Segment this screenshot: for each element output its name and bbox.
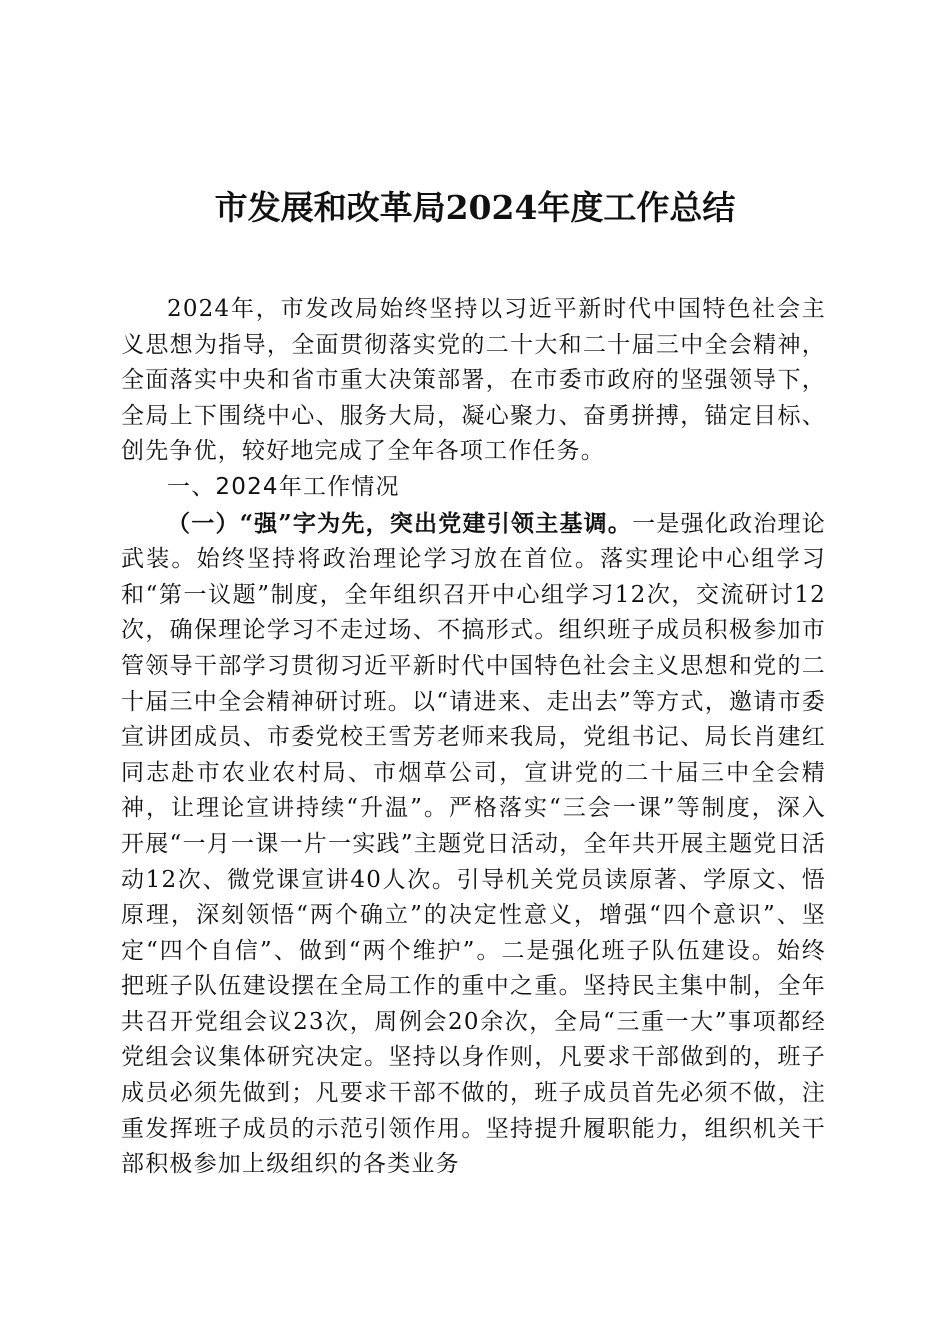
intro-paragraph: 2024年，市发改局始终坚持以习近平新时代中国特色社会主义思想为指导，全面贯彻落实党的二十大和二十届三中全会精神，全面落实中央和省市重大决策部署，在市委市政府的坚强领导下，全局上下围绕中心、服务大局，凝心聚力、奋勇拼搏，锚定目标、创先争优，较好地完成了全年各项工作任务。 — [121, 296, 826, 465]
document-title: 市发展和改革局2024年度工作总结 — [214, 188, 736, 227]
subsection-heading: （一）“强”字为先，突出党建引领主基调。 — [167, 509, 633, 537]
document-body — [121, 292, 826, 1183]
section-heading: 一、2024年工作情况 — [167, 473, 400, 500]
subsection-paragraph — [121, 506, 826, 1183]
subsection-body: 一是强化政治理论武装。始终坚持将政治理论学习放在首位。落实理论中心组学习和“第一议题”制度，全年组织召开中心组学习12次，交流研讨12次，确保理论学习不走过场、不搞形式。组织班子成员积极参加市管领导干部学习贯彻习近平新时代中国特色社会主义思想和党的二十届三中全会精神研讨班。以“请进来、走出去”等方式，邀请市委宣讲团成员、市委党校王雪芳老师来我局，党组书记、局长肖建红同志赴市农业农村局、市烟草公司，宣讲党的二十届三中全会精神，让理论宣讲持续“升温”。严格落实“三会一课”等制度，深入开展“一月一课一片一实践”主题党日活动，全年共开展主题党日活动12次、微党课宣讲40人次。引导机关党员读原著、学原文、悟原理，深刻领悟“两个确立”的决定性意义，增强“四个意识”、坚定“四个自信”、做到“两个维护”。二是强化班子队伍建设。始终把班子队伍建设摆在全局工作的重中之重。坚持民主集中制，全年共召开党组会议23次，周例会20余次，全局“三重一大”事项都经党组会议集体研究决定。坚持以身作则，凡要求干部做到的，班子成员必须先做到；凡要求干部不做的，班子成员首先必须不做，注重发挥班子成员的示范引领作用。坚持提升履职能力，组织机关干部积极参加上级组织的各类业务 — [121, 510, 826, 1178]
